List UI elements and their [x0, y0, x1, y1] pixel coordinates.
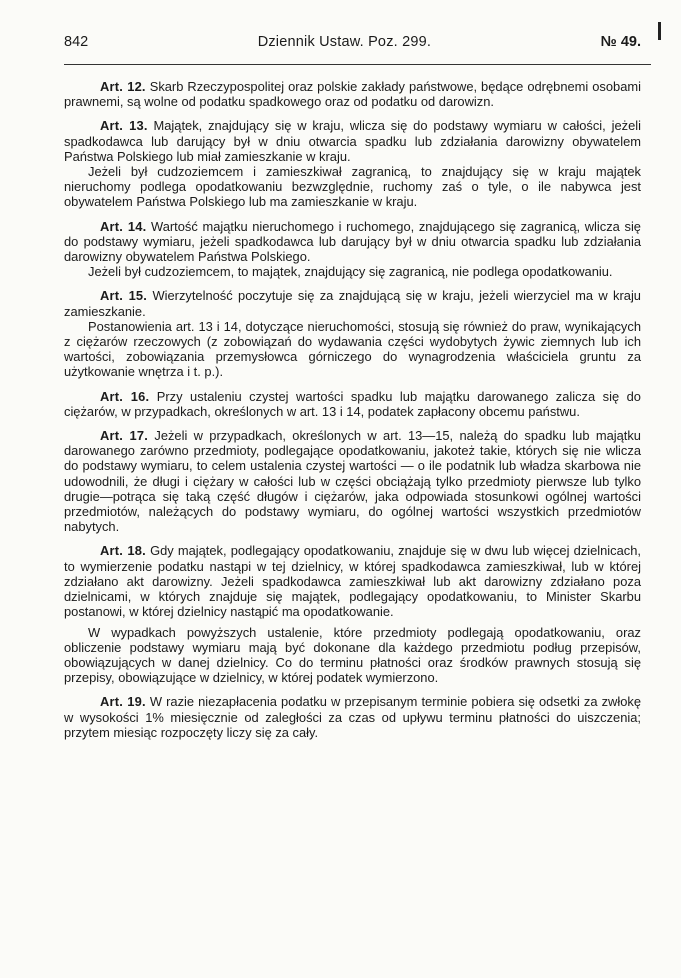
- article-paragraph: [64, 694, 641, 740]
- article-paragraph: [64, 164, 641, 210]
- article-12: [64, 79, 641, 109]
- article-text: W wypadkach powyższych ustalenie, które przedmioty podlegają opodatkowaniu, oraz obliczenie podstawy wymiaru mają być dokonane dla każdego przedmiotu podług przepisów, obowiązujących w danej dzielnicy. Co do terminu płatności oraz środków prawnych stosują się przepisy, obowiązujące w dzielnicy, w której podatek wymierzono.: [64, 624, 641, 686]
- article-paragraph: [64, 625, 641, 686]
- article-paragraph: [64, 79, 641, 109]
- article-label: Art. 18.: [100, 543, 146, 559]
- article-text: Jeżeli był cudzoziemcem i zamieszkiwał zagranicą, to znajdujący się w kraju majątek nieruchomy podlega opodatkowaniu bezwzględnie, ruchomy zaś o tyle, o ile nabywca jest obywatelem Państwa Polskiego lub ma zamieszkanie w kraju.: [64, 164, 641, 210]
- article-label: Art. 12.: [100, 79, 146, 94]
- article-paragraph: [64, 118, 641, 164]
- article-text: Jeżeli był cudzoziemcem, to majątek, znajdujący się zagranicą, nie podlega opodatkowaniu.: [88, 264, 613, 280]
- article-text: Wierzytelność poczytuje się za znajdującą się w kraju, jeżeli wierzyciel ma w kraju zamieszkanie.: [64, 288, 641, 319]
- article-paragraph: [64, 319, 641, 380]
- page-number: 842: [64, 34, 89, 50]
- page-edge-mark: [658, 22, 661, 40]
- header-rule: [64, 64, 651, 65]
- issue-number: № 49.: [600, 34, 641, 50]
- article-paragraph: [64, 288, 641, 318]
- article-14: [64, 219, 641, 280]
- article-label: Art. 14.: [100, 218, 147, 234]
- article-text: Wartość majątku nieruchomego i ruchomego, znajdującego się zagranicą, wlicza się do podstawy wymiaru, jeżeli spadkodawca lub darujący był w dniu otwarcia spadku lub zdziałania darowizny obywatelem Państwa Polskiego.: [64, 218, 641, 265]
- article-text: Postanowienia art. 13 i 14, dotyczące nieruchomości, stosują się również do praw, wynikających z ciężarów rzeczowych (z zobowiązań do wydawania części wydobytych żywic ziemnych lub ich wartości, zobowiązania przemysłowca górniczego do wynagrodzenia właściciela gruntu za użytkowanie wnętrza i t. p.).: [64, 318, 641, 380]
- article-17: [64, 428, 641, 534]
- article-text: Przy ustaleniu czystej wartości spadku lub majątku darowanego zalicza się do ciężarów, w przypadkach, określonych w art. 13 i 14, podatek zapłacony obcemu państwu.: [64, 388, 641, 419]
- article-paragraph: [64, 219, 641, 265]
- article-13: [64, 118, 641, 209]
- article-text: W razie niezapłacenia podatku w przepisanym terminie pobiera się odsetki za zwłokę w wysokości 1% miesięcznie od zaległości za czas od upływu terminu płatności do uiszczenia; przytem miesiąc rozpoczęty liczy się za cały.: [64, 694, 641, 740]
- article-19: [64, 694, 641, 740]
- document-body: [64, 79, 641, 740]
- article-text: Majątek, znajdujący się w kraju, wlicza się do podstawy wymiaru w całości, jeżeli spadkodawca lub darujący był w dniu otwarcia spadku lub zdziałania darowizny obywatelem Państwa Polskiego lub miał zamieszkanie w kraju.: [64, 118, 641, 164]
- article-label: Art. 15.: [100, 288, 148, 304]
- publication-title: Dziennik Ustaw. Poz. 299.: [257, 34, 432, 50]
- article-18: [64, 543, 641, 685]
- article-text: Gdy majątek, podlegający opodatkowaniu, znajduje się w dwu lub więcej dzielnicach, to wymierzenie podatku nastąpi w tej dzielnicy, w której spadkodawca zamieszkiwał, lub w której zdziałano akt darowizny. Jeżeli spadkodawca zamieszkiwał lub akt darowizny zdziałano poza dzielnicami, w których znajduje się majątek, podlegający opodatkowaniu, to Minister Skarbu postanowi, w której dzielnicy nastąpić ma opodatkowanie.: [64, 543, 641, 620]
- article-16: [64, 389, 641, 419]
- article-text: Jeżeli w przypadkach, określonych w art. 13—15, należą do spadku lub majątku darowanego zarówno przedmioty, podlegające opodatkowaniu, jakoteż takie, których się nie wlicza do podstawy wymiaru, to celem ustalenia czystej wartości — o ile podatnik lub władza skarbowa nie udowodnili, że długi i ciężary w całości lub w części obciążają tylko przedmioty pierwsze lub tylko drugie—potrąca się taką część długów i ciężarów, jaka odpowiada stosunkowi ogólnej wartości przedmiotów, należących do podstawy wymiaru, do ogólnej wartości wszystkich przedmiotów nabytych.: [64, 428, 641, 535]
- article-label: Art. 17.: [100, 428, 149, 444]
- article-paragraph: [64, 543, 641, 619]
- article-text: Skarb Rzeczypospolitej oraz polskie zakłady państwowe, będące odrębnemi osobami prawnemi, są wolne od podatku spadkowego oraz od podatku od darowizn.: [64, 79, 641, 110]
- article-paragraph: [64, 428, 641, 534]
- article-paragraph: [64, 389, 641, 419]
- article-label: Art. 19.: [100, 694, 146, 710]
- article-15: [64, 288, 641, 379]
- article-paragraph: [64, 264, 641, 279]
- article-label: Art. 13.: [100, 118, 148, 134]
- page-header: [64, 34, 641, 56]
- article-label: Art. 16.: [100, 388, 150, 404]
